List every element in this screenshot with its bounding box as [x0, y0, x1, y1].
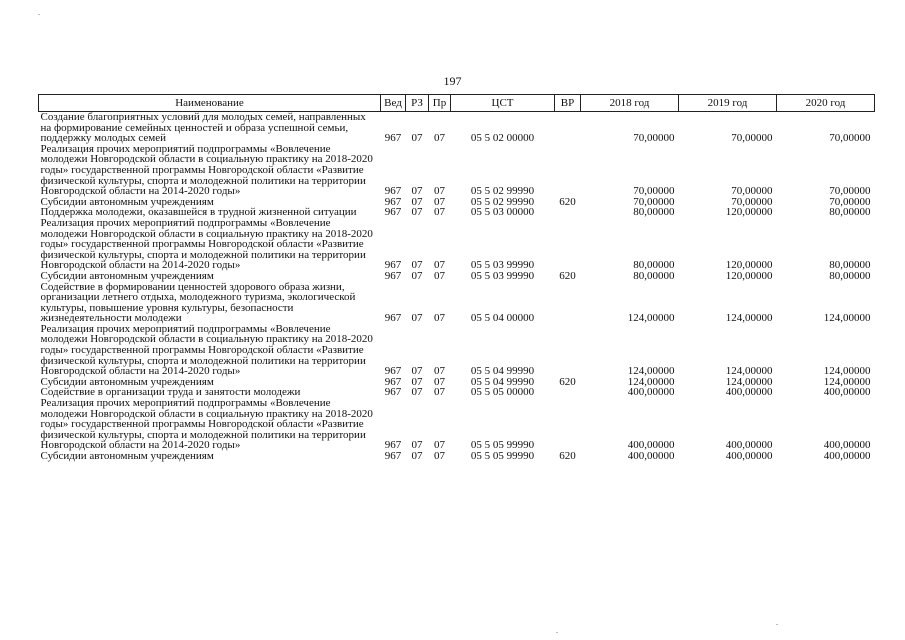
cell-ved: 967	[384, 132, 402, 145]
table-row	[39, 282, 875, 324]
cell-ved: 967	[384, 450, 402, 462]
cell-rz: 07	[411, 206, 423, 219]
cell-cst: 05 5 05 99990	[470, 450, 535, 462]
table-header-row	[39, 95, 875, 112]
cell-name: Реализация прочих мероприятий подпрограммы «Вовлечение молодежи Новгородской области в социальную практику на 2018-2020 годы» государственной программы Новгородской области «Развитие физической культуры, спорта и молодежной политики на территории Новгородской области на 2014-2020 годы»	[40, 322, 373, 378]
cell-cst: 05 5 03 99990	[470, 259, 535, 272]
cell-pr: 07	[434, 206, 445, 219]
cell-name: Поддержка молодежи, оказавшейся в трудной жизненной ситуации	[40, 206, 357, 219]
cell-2020: 70,00000	[829, 195, 871, 208]
cell-vr	[555, 324, 581, 377]
page-number: 197	[443, 74, 462, 88]
header-cst: ЦСТ	[451, 95, 555, 112]
cell-vr: 620	[559, 375, 576, 388]
cell-rz: 07	[411, 132, 423, 145]
cell-pr: 07	[434, 195, 445, 208]
cell-rz: 07	[411, 269, 423, 282]
cell-2020: 400,00000	[823, 450, 871, 462]
cell-pr: 07	[434, 312, 445, 325]
cell-cst: 05 5 02 99990	[470, 195, 535, 208]
cell-pr: 07	[434, 365, 445, 378]
cell-2018: 124,00000	[627, 312, 675, 325]
cell-cst: 05 5 04 99990	[470, 365, 535, 378]
cell-name: Субсидии автономным учреждениям	[40, 195, 214, 208]
cell-2020: 70,00000	[829, 185, 871, 198]
header-rz: РЗ	[406, 95, 429, 112]
cell-vr: 620	[559, 269, 576, 282]
cell-2019: 120,00000	[725, 269, 773, 282]
cell-rz: 07	[411, 185, 423, 198]
cell-cst: 05 5 04 00000	[470, 312, 535, 325]
cell-2020: 400,00000	[823, 386, 871, 399]
cell-ved: 967	[384, 269, 402, 282]
cell-pr: 07	[434, 132, 445, 145]
cell-pr: 07	[434, 439, 445, 452]
cell-vr	[555, 144, 581, 197]
cell-name: Реализация прочих мероприятий подпрограммы «Вовлечение молодежи Новгородской области в социальную практику на 2018-2020 годы» государственной программы Новгородской области «Развитие физической культуры, спорта и молодежной политики на территории Новгородской области на 2014-2020 годы»	[40, 216, 373, 272]
cell-rz: 07	[411, 259, 423, 272]
cell-pr: 07	[434, 375, 445, 388]
cell-2019: 70,00000	[731, 195, 773, 208]
cell-2018: 124,00000	[627, 365, 675, 378]
cell-ved: 967	[384, 206, 402, 219]
cell-2018: 70,00000	[633, 185, 675, 198]
cell-2018: 400,00000	[627, 450, 675, 462]
cell-vr	[555, 112, 581, 144]
cell-name: Содействие в организации труда и занятости молодежи	[40, 386, 301, 399]
cell-2020: 124,00000	[823, 312, 871, 325]
cell-2020: 70,00000	[829, 132, 871, 145]
cell-ved: 967	[384, 375, 402, 388]
cell-cst: 05 5 05 00000	[470, 386, 535, 399]
cell-cst: 05 5 04 99990	[470, 375, 535, 388]
cell-2018: 400,00000	[627, 439, 675, 452]
header-pr: Пр	[429, 95, 451, 112]
cell-rz: 07	[411, 312, 423, 325]
cell-pr: 07	[434, 259, 445, 272]
cell-2019: 124,00000	[725, 312, 773, 325]
cell-ved: 967	[384, 439, 402, 452]
cell-pr: 07	[434, 185, 445, 198]
header-name: Наименование	[39, 95, 381, 112]
cell-vr: 620	[559, 450, 576, 462]
cell-rz: 07	[411, 439, 423, 452]
cell-rz: 07	[411, 386, 423, 399]
cell-2018: 80,00000	[633, 259, 675, 272]
cell-2019: 400,00000	[725, 439, 773, 452]
table-row	[39, 324, 875, 377]
cell-2020: 400,00000	[823, 439, 871, 452]
table-row	[39, 112, 875, 144]
cell-pr: 07	[434, 450, 445, 462]
table-row	[39, 398, 875, 451]
cell-2020: 80,00000	[829, 269, 871, 282]
cell-cst: 05 5 05 99990	[470, 439, 535, 452]
cell-ved: 967	[384, 365, 402, 378]
scan-speck	[38, 14, 40, 15]
header-vr: ВР	[555, 95, 581, 112]
cell-rz: 07	[411, 365, 423, 378]
cell-vr	[555, 387, 581, 398]
cell-pr: 07	[434, 386, 445, 399]
budget-table	[38, 94, 875, 462]
cell-pr: 07	[434, 269, 445, 282]
cell-2020: 124,00000	[823, 375, 871, 388]
cell-name: Субсидии автономным учреждениям	[40, 269, 214, 282]
cell-vr: 620	[559, 195, 576, 208]
scan-speck	[556, 632, 558, 633]
cell-vr	[555, 218, 581, 271]
cell-vr	[555, 398, 581, 451]
table-row	[39, 271, 875, 282]
cell-vr	[555, 207, 581, 218]
cell-cst: 05 5 02 99990	[470, 185, 535, 198]
cell-vr	[555, 282, 581, 324]
cell-2018: 80,00000	[633, 269, 675, 282]
cell-2019: 70,00000	[731, 132, 773, 145]
table-row	[39, 218, 875, 271]
cell-ved: 967	[384, 185, 402, 198]
table-row	[39, 451, 875, 462]
cell-name: Реализация прочих мероприятий подпрограммы «Вовлечение молодежи Новгородской области в социальную практику на 2018-2020 годы» государственной программы Новгородской области «Развитие физической культуры, спорта и молодежной политики на территории Новгородской области на 2014-2020 годы»	[40, 142, 373, 198]
cell-2018: 70,00000	[633, 132, 675, 145]
cell-2019: 124,00000	[725, 365, 773, 378]
cell-2020: 124,00000	[823, 365, 871, 378]
cell-cst: 05 5 03 00000	[470, 206, 535, 219]
cell-name: Содействие в формировании ценностей здорового образа жизни, организации летнего отдыха, молодежного туризма, экологической культуры, повышение уровня культуры, безопасности жизнедеятельности молодежи	[40, 280, 356, 325]
cell-ved: 967	[384, 259, 402, 272]
cell-ved: 967	[384, 195, 402, 208]
header-2019: 2019 год	[679, 95, 777, 112]
cell-2019: 120,00000	[725, 206, 773, 219]
cell-2018: 70,00000	[633, 195, 675, 208]
cell-rz: 07	[411, 450, 423, 462]
cell-name: Субсидии автономным учреждениям	[40, 450, 214, 462]
cell-name: Создание благоприятных условий для молодых семей, направленных на формирование семейных ценностей и образа успешной семьи, поддержку молодых семей	[40, 111, 366, 145]
cell-2018: 124,00000	[627, 375, 675, 388]
cell-rz: 07	[411, 195, 423, 208]
cell-cst: 05 5 03 99990	[470, 269, 535, 282]
cell-2018: 400,00000	[627, 386, 675, 399]
cell-ved: 967	[384, 386, 402, 399]
cell-2018: 80,00000	[633, 206, 675, 219]
cell-2019: 400,00000	[725, 386, 773, 399]
cell-2020: 80,00000	[829, 206, 871, 219]
header-2020: 2020 год	[777, 95, 875, 112]
cell-rz: 07	[411, 375, 423, 388]
scan-speck	[776, 624, 778, 625]
table-row	[39, 144, 875, 197]
cell-cst: 05 5 02 00000	[470, 132, 535, 145]
cell-2019: 400,00000	[725, 450, 773, 462]
cell-name: Субсидии автономным учреждениям	[40, 375, 214, 388]
cell-2019: 124,00000	[725, 375, 773, 388]
cell-2020: 80,00000	[829, 259, 871, 272]
header-ved: Вед	[381, 95, 406, 112]
cell-ved: 967	[384, 312, 402, 325]
cell-2019: 70,00000	[731, 185, 773, 198]
cell-2019: 120,00000	[725, 259, 773, 272]
cell-name: Реализация прочих мероприятий подпрограммы «Вовлечение молодежи Новгородской области в социальную практику на 2018-2020 годы» государственной программы Новгородской области «Развитие физической культуры, спорта и молодежной политики на территории Новгородской области на 2014-2020 годы»	[40, 397, 373, 452]
header-2018: 2018 год	[581, 95, 679, 112]
